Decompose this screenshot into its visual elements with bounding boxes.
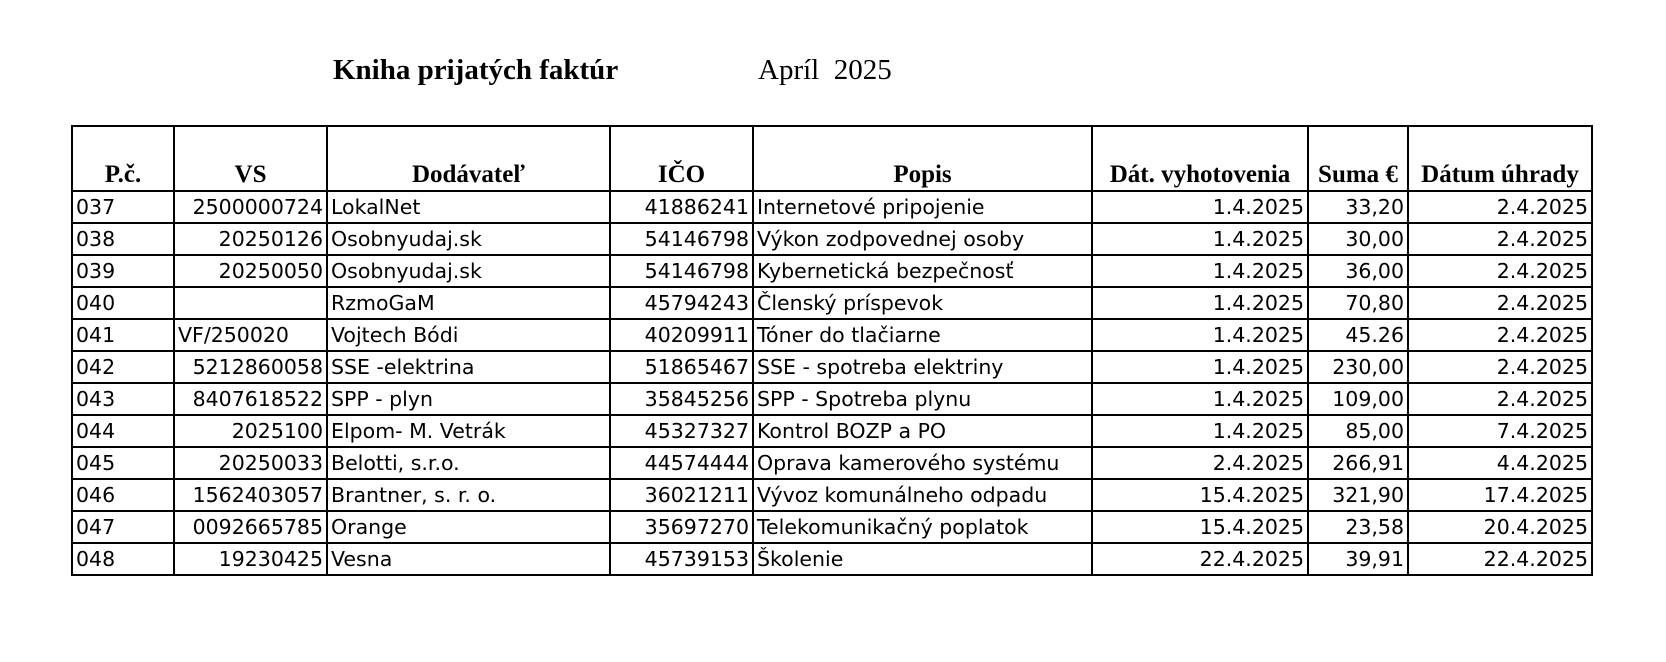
issue-date-cell: 22.4.2025 xyxy=(1092,543,1308,575)
supplier-cell: RzmoGaM xyxy=(327,287,610,319)
description-cell: Školenie xyxy=(753,543,1092,575)
supplier-cell: Belotti, s.r.o. xyxy=(327,447,610,479)
ico-cell: 54146798 xyxy=(610,223,753,255)
ico-cell: 40209911 xyxy=(610,319,753,351)
payment-date-cell: 4.4.2025 xyxy=(1408,447,1592,479)
number-cell: 041 xyxy=(72,319,174,351)
vs-cell: 2500000724 xyxy=(174,191,327,223)
vs-cell: 20250126 xyxy=(174,223,327,255)
payment-date-cell: 22.4.2025 xyxy=(1408,543,1592,575)
number-cell: 043 xyxy=(72,383,174,415)
ico-cell: 36021211 xyxy=(610,479,753,511)
ico-cell: 45327327 xyxy=(610,415,753,447)
number-cell: 045 xyxy=(72,447,174,479)
ico-cell: 44574444 xyxy=(610,447,753,479)
ico-cell: 45739153 xyxy=(610,543,753,575)
header-cell-supplier: Dodávateľ xyxy=(327,126,610,191)
issue-date-cell: 1.4.2025 xyxy=(1092,383,1308,415)
issue-date-cell: 1.4.2025 xyxy=(1092,415,1308,447)
amount-cell: 23,58 xyxy=(1308,511,1408,543)
payment-date-cell: 2.4.2025 xyxy=(1408,319,1592,351)
description-cell: Oprava kamerového systému xyxy=(753,447,1092,479)
payment-date-cell: 2.4.2025 xyxy=(1408,287,1592,319)
amount-cell: 109,00 xyxy=(1308,383,1408,415)
description-cell: Členský príspevok xyxy=(753,287,1092,319)
number-cell: 040 xyxy=(72,287,174,319)
number-cell: 047 xyxy=(72,511,174,543)
amount-cell: 230,00 xyxy=(1308,351,1408,383)
issue-date-cell: 1.4.2025 xyxy=(1092,319,1308,351)
payment-date-cell: 17.4.2025 xyxy=(1408,479,1592,511)
amount-cell: 70,80 xyxy=(1308,287,1408,319)
ico-cell: 54146798 xyxy=(610,255,753,287)
ico-cell: 35845256 xyxy=(610,383,753,415)
amount-cell: 266,91 xyxy=(1308,447,1408,479)
description-cell: Internetové pripojenie xyxy=(753,191,1092,223)
vs-cell: 20250050 xyxy=(174,255,327,287)
issue-date-cell: 1.4.2025 xyxy=(1092,191,1308,223)
table-row xyxy=(72,223,1592,255)
invoice-table xyxy=(71,125,1593,576)
ico-cell: 51865467 xyxy=(610,351,753,383)
vs-cell: 8407618522 xyxy=(174,383,327,415)
issue-date-cell: 1.4.2025 xyxy=(1092,223,1308,255)
ico-cell: 41886241 xyxy=(610,191,753,223)
number-cell: 038 xyxy=(72,223,174,255)
supplier-cell: Osobnyudaj.sk xyxy=(327,223,610,255)
supplier-cell: SSE -elektrina xyxy=(327,351,610,383)
vs-cell xyxy=(174,287,327,319)
supplier-cell: Orange xyxy=(327,511,610,543)
table-row xyxy=(72,543,1592,575)
table-row xyxy=(72,351,1592,383)
supplier-cell: Vojtech Bódi xyxy=(327,319,610,351)
issue-date-cell: 1.4.2025 xyxy=(1092,255,1308,287)
payment-date-cell: 2.4.2025 xyxy=(1408,223,1592,255)
issue-date-cell: 15.4.2025 xyxy=(1092,511,1308,543)
description-cell: Kontrol BOZP a PO xyxy=(753,415,1092,447)
header-cell-description: Popis xyxy=(753,126,1092,191)
invoice-table-body xyxy=(72,191,1592,575)
header-cell-amount: Suma € xyxy=(1308,126,1408,191)
number-cell: 039 xyxy=(72,255,174,287)
number-cell: 044 xyxy=(72,415,174,447)
amount-cell: 45.26 xyxy=(1308,319,1408,351)
number-cell: 046 xyxy=(72,479,174,511)
table-row xyxy=(72,511,1592,543)
vs-cell: 20250033 xyxy=(174,447,327,479)
amount-cell: 85,00 xyxy=(1308,415,1408,447)
document-period: Apríl 2025 xyxy=(758,54,892,86)
payment-date-cell: 2.4.2025 xyxy=(1408,383,1592,415)
header-cell-ico: IČO xyxy=(610,126,753,191)
payment-date-cell: 2.4.2025 xyxy=(1408,351,1592,383)
supplier-cell: LokalNet xyxy=(327,191,610,223)
amount-cell: 36,00 xyxy=(1308,255,1408,287)
issue-date-cell: 15.4.2025 xyxy=(1092,479,1308,511)
vs-cell: VF/250020 xyxy=(174,319,327,351)
header-cell-number: P.č. xyxy=(72,126,174,191)
number-cell: 037 xyxy=(72,191,174,223)
amount-cell: 39,91 xyxy=(1308,543,1408,575)
description-cell: SSE - spotreba elektriny xyxy=(753,351,1092,383)
description-cell: SPP - Spotreba plynu xyxy=(753,383,1092,415)
description-cell: Tóner do tlačiarne xyxy=(753,319,1092,351)
amount-cell: 30,00 xyxy=(1308,223,1408,255)
number-cell: 048 xyxy=(72,543,174,575)
header-cell-payment-date: Dátum úhrady xyxy=(1408,126,1592,191)
issue-date-cell: 2.4.2025 xyxy=(1092,447,1308,479)
number-cell: 042 xyxy=(72,351,174,383)
vs-cell: 0092665785 xyxy=(174,511,327,543)
payment-date-cell: 2.4.2025 xyxy=(1408,255,1592,287)
supplier-cell: Elpom- M. Vetrák xyxy=(327,415,610,447)
table-header-row xyxy=(72,126,1592,191)
table-row xyxy=(72,447,1592,479)
table-row xyxy=(72,383,1592,415)
payment-date-cell: 2.4.2025 xyxy=(1408,191,1592,223)
issue-date-cell: 1.4.2025 xyxy=(1092,287,1308,319)
table-row xyxy=(72,479,1592,511)
ico-cell: 35697270 xyxy=(610,511,753,543)
document-title: Kniha prijatých faktúr xyxy=(333,54,619,86)
table-row xyxy=(72,287,1592,319)
table-row xyxy=(72,255,1592,287)
supplier-cell: Vesna xyxy=(327,543,610,575)
amount-cell: 33,20 xyxy=(1308,191,1408,223)
description-cell: Vývoz komunálneho odpadu xyxy=(753,479,1092,511)
table-row xyxy=(72,319,1592,351)
supplier-cell: SPP - plyn xyxy=(327,383,610,415)
description-cell: Telekomunikačný poplatok xyxy=(753,511,1092,543)
vs-cell: 5212860058 xyxy=(174,351,327,383)
ico-cell: 45794243 xyxy=(610,287,753,319)
header-cell-issue-date: Dát. vyhotovenia xyxy=(1092,126,1308,191)
issue-date-cell: 1.4.2025 xyxy=(1092,351,1308,383)
vs-cell: 2025100 xyxy=(174,415,327,447)
supplier-cell: Osobnyudaj.sk xyxy=(327,255,610,287)
supplier-cell: Brantner, s. r. o. xyxy=(327,479,610,511)
vs-cell: 19230425 xyxy=(174,543,327,575)
table-row xyxy=(72,191,1592,223)
description-cell: Výkon zodpovednej osoby xyxy=(753,223,1092,255)
amount-cell: 321,90 xyxy=(1308,479,1408,511)
header-cell-vs: VS xyxy=(174,126,327,191)
table-row xyxy=(72,415,1592,447)
vs-cell: 1562403057 xyxy=(174,479,327,511)
payment-date-cell: 7.4.2025 xyxy=(1408,415,1592,447)
description-cell: Kybernetická bezpečnosť xyxy=(753,255,1092,287)
payment-date-cell: 20.4.2025 xyxy=(1408,511,1592,543)
